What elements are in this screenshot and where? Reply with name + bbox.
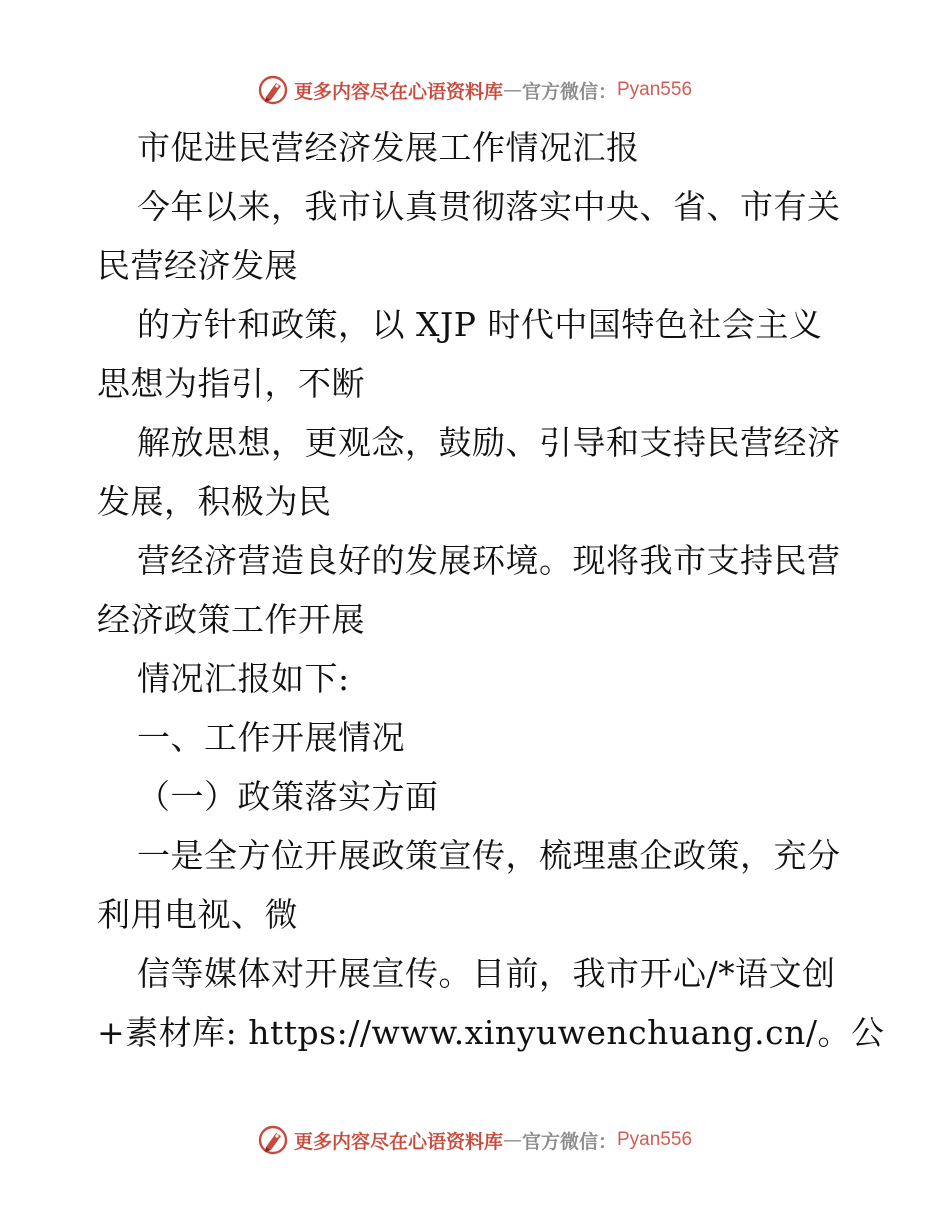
- banner-dash: —: [502, 79, 522, 101]
- header-banner: [0, 70, 950, 110]
- banner-official-label: 官方微信：: [521, 1130, 617, 1153]
- document-line: 利用电视、微: [97, 895, 298, 934]
- document-line: 市促进民营经济发展工作情况汇报: [137, 128, 640, 167]
- document-line: 思想为指引，不断: [97, 364, 365, 403]
- banner-official-label: 官方微信：: [521, 80, 617, 103]
- document-body: [97, 118, 885, 1062]
- banner-wechat-id: Pyan556: [617, 1129, 693, 1150]
- document-line: 民营经济发展: [97, 246, 298, 285]
- document-line: 营经济营造良好的发展环境。现将我市支持民营: [137, 541, 841, 580]
- document-line: 情况汇报如下:: [137, 659, 350, 698]
- banner-wechat-id: Pyan556: [617, 79, 693, 100]
- document-line: 一是全方位开展政策宣传，梳理惠企政策，充分: [137, 836, 841, 875]
- pen-nib-logo-icon: [258, 75, 288, 105]
- document-line: 发展，积极为民: [97, 482, 332, 521]
- banner-dash: —: [502, 1129, 522, 1151]
- banner-brand-text: 更多内容尽在心语资料库: [293, 1130, 503, 1153]
- footer-banner: [0, 1120, 950, 1160]
- banner-brand-text: 更多内容尽在心语资料库: [293, 80, 503, 103]
- pen-nib-logo-icon: [258, 1125, 288, 1155]
- document-line: +素材库: https://www.xinyuwenchuang.cn/。公: [97, 1013, 885, 1052]
- document-line: 一、工作开展情况: [137, 718, 405, 757]
- document-line: 的方针和政策，以 XJP 时代中国特色社会主义: [137, 305, 823, 344]
- document-line: 今年以来，我市认真贯彻落实中央、省、市有关: [137, 187, 841, 226]
- document-line: 信等媒体对开展宣传。目前，我市开心/*语文创: [137, 954, 836, 993]
- document-line: 解放思想，更观念，鼓励、引导和支持民营经济: [137, 423, 841, 462]
- document-line: 经济政策工作开展: [97, 600, 365, 639]
- document-line: （一）政策落实方面: [137, 777, 439, 816]
